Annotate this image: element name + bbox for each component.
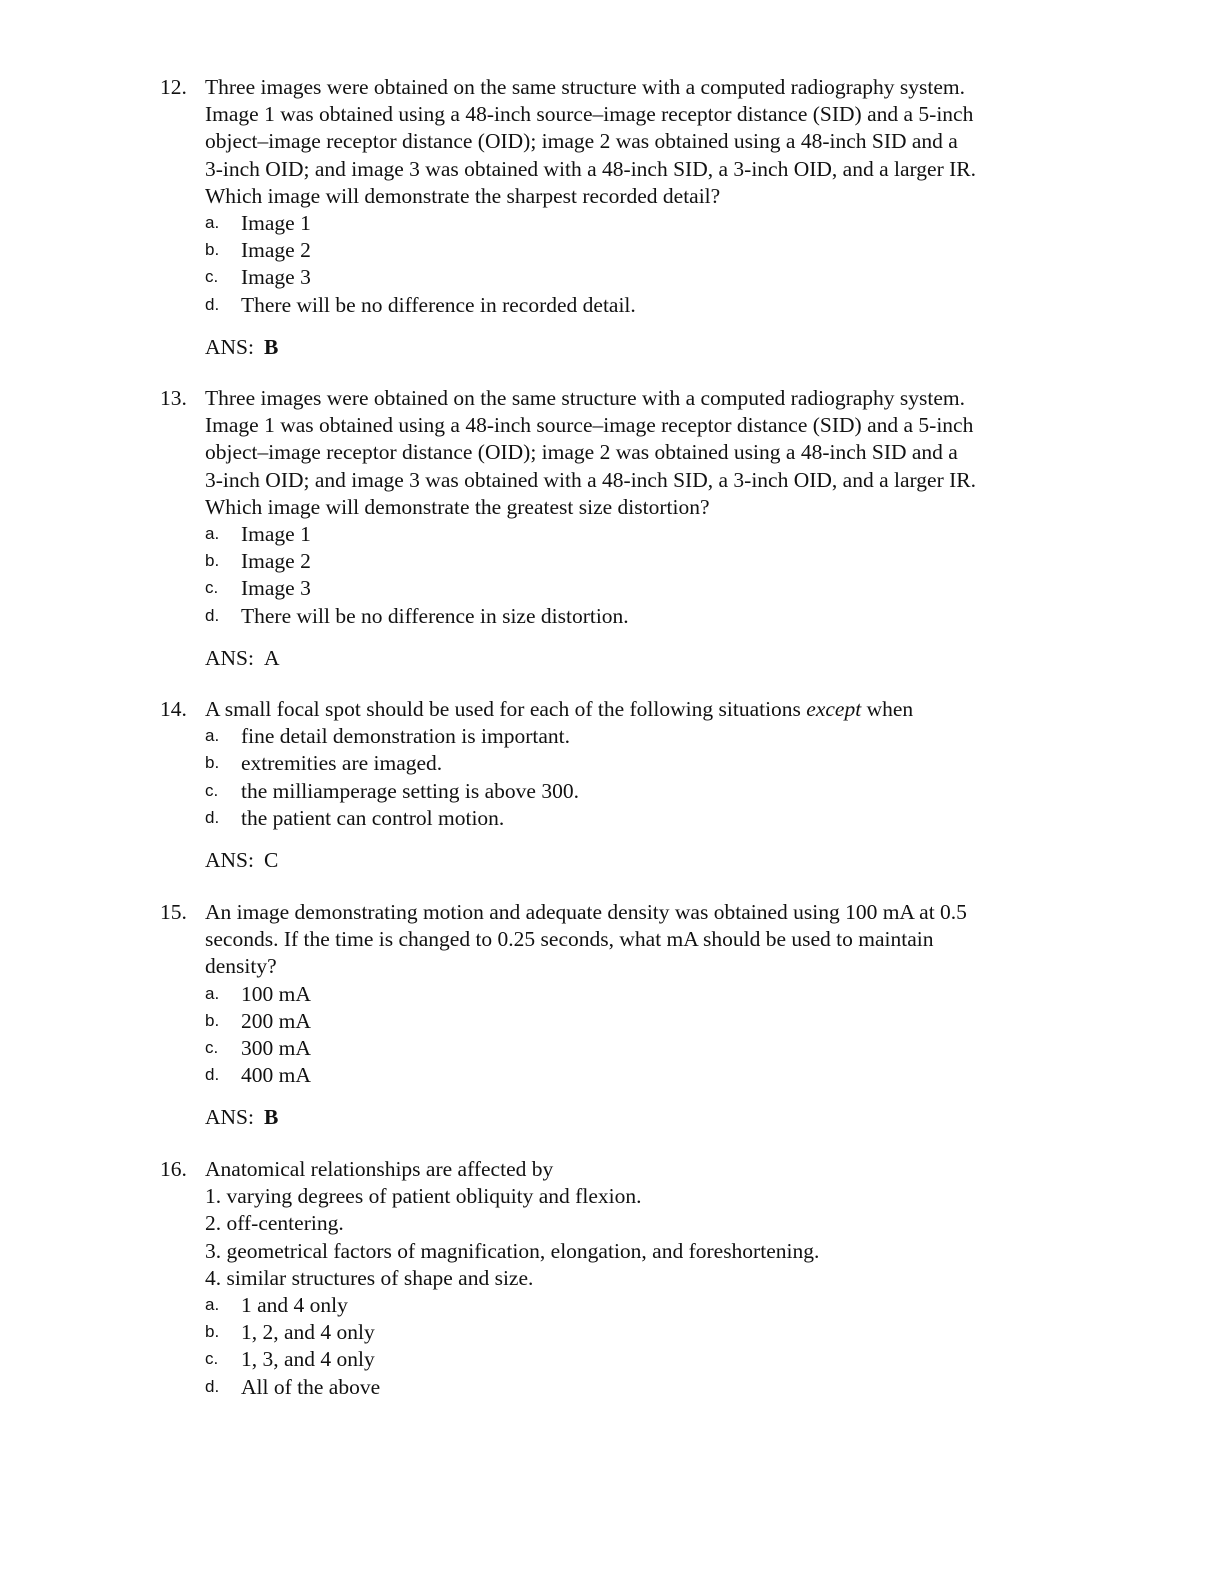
choice-text: extremities are imaged. (241, 751, 443, 776)
question-13 (160, 385, 1080, 672)
stem-line: object–image receptor distance (OID); image 2 was obtained using a 48-inch SID and a (205, 129, 958, 154)
answer-label: ANS: (205, 847, 254, 872)
stem-line: Image 1 was obtained using a 48-inch source–image receptor distance (SID) and a 5-inch (205, 413, 974, 438)
choice-b (205, 750, 1080, 777)
answer-line (205, 847, 1080, 874)
stem-line: Anatomical relationships are affected by (205, 1157, 554, 1181)
question-14 (160, 696, 1080, 874)
choice-letter: a. (205, 983, 220, 1003)
choice-b (205, 237, 1080, 264)
question-stem (160, 696, 1080, 723)
stem-line: seconds. If the time is changed to 0.25 seconds, what mA should be used to maintain (205, 927, 934, 952)
choice-a (205, 1292, 1080, 1319)
choice-text: the milliamperage setting is above 300. (241, 778, 579, 803)
question-number: 14. (160, 697, 187, 721)
stem-line: Image 1 was obtained using a 48-inch source–image receptor distance (SID) and a 5-inch (205, 102, 974, 127)
statement-item: 3. geometrical factors of magnification, elongation, and foreshortening. (205, 1238, 820, 1263)
choice-text: 1 and 4 only (241, 1293, 348, 1318)
question-stem (160, 899, 1080, 981)
choice-a (205, 210, 1080, 237)
choice-d (205, 1062, 1080, 1089)
choice-letter: b. (205, 1322, 220, 1342)
choice-text: All of the above (241, 1374, 381, 1399)
question-12 (160, 74, 1080, 361)
choice-text: Image 1 (241, 522, 311, 547)
choice-letter: b. (205, 240, 220, 260)
answer-value: B (263, 334, 279, 359)
statement-item: 2. off-centering. (205, 1211, 344, 1236)
question-number: 13. (160, 386, 187, 410)
stem-line (205, 696, 1080, 723)
choice-letter: a. (205, 726, 220, 746)
stem-emphasis: except (806, 697, 862, 721)
choice-letter: b. (205, 1010, 220, 1030)
stem-line: Which image will demonstrate the sharpest recorded detail? (205, 183, 721, 208)
choice-text: Image 2 (241, 238, 311, 263)
choice-text: Image 2 (241, 549, 311, 574)
choice-d (205, 805, 1080, 832)
answer-value: B (263, 1105, 279, 1130)
choice-d (205, 1374, 1080, 1401)
choice-letter: c. (205, 578, 219, 598)
choice-c (205, 1346, 1080, 1373)
stem-line: Three images were obtained on the same structure with a computed radiography system. (205, 75, 966, 99)
stem-line: Which image will demonstrate the greatest size distortion? (205, 494, 710, 519)
choice-text: 400 mA (241, 1063, 311, 1088)
stem-line: object–image receptor distance (OID); image 2 was obtained using a 48-inch SID and a (205, 440, 958, 465)
choice-letter: c. (205, 1037, 219, 1057)
choice-letter: a. (205, 524, 220, 544)
choice-text: There will be no difference in recorded detail. (241, 292, 636, 317)
choice-text: 1, 3, and 4 only (241, 1347, 375, 1372)
question-15 (160, 899, 1080, 1132)
choice-text: Image 3 (241, 576, 311, 601)
numbered-statements (205, 1183, 1080, 1292)
choice-letter: d. (205, 605, 220, 625)
answer-value: C (263, 847, 279, 872)
choice-letter: b. (205, 753, 220, 773)
choice-letter: a. (205, 1295, 220, 1315)
choice-text: the patient can control motion. (241, 805, 505, 830)
choice-a (205, 521, 1080, 548)
choice-b (205, 1319, 1080, 1346)
choice-text: Image 1 (241, 211, 311, 236)
question-number: 16. (160, 1157, 187, 1181)
choice-text: Image 3 (241, 265, 311, 290)
choice-text: 1, 2, and 4 only (241, 1320, 375, 1345)
answer-label: ANS: (205, 645, 254, 670)
choice-c (205, 778, 1080, 805)
question-stem (160, 385, 1080, 521)
choice-text: 100 mA (241, 981, 311, 1006)
answer-choices (205, 723, 1080, 832)
choice-letter: d. (205, 1065, 220, 1085)
choice-b (205, 548, 1080, 575)
question-number: 15. (160, 900, 187, 924)
answer-choices (205, 981, 1080, 1090)
choice-text: There will be no difference in size distortion. (241, 603, 629, 628)
statement-item: 1. varying degrees of patient obliquity and flexion. (205, 1184, 642, 1209)
answer-value: A (263, 645, 280, 670)
choice-letter: c. (205, 780, 219, 800)
stem-line: Three images were obtained on the same structure with a computed radiography system. (205, 386, 966, 410)
choice-c (205, 1035, 1080, 1062)
choice-c (205, 575, 1080, 602)
choice-text: 300 mA (241, 1035, 311, 1060)
choice-text: fine detail demonstration is important. (241, 724, 570, 749)
stem-text-after: when (861, 697, 914, 721)
stem-text-before: A small focal spot should be used for each of the following situations (205, 697, 807, 721)
answer-line (205, 1104, 1080, 1131)
question-number: 12. (160, 75, 187, 99)
choice-letter: d. (205, 807, 220, 827)
answer-choices (205, 521, 1080, 630)
question-16 (160, 1156, 1080, 1401)
answer-label: ANS: (205, 1105, 254, 1130)
stem-line: density? (205, 954, 277, 979)
choice-d (205, 603, 1080, 630)
choice-c (205, 264, 1080, 291)
answer-choices (205, 210, 1080, 319)
answer-choices (205, 1292, 1080, 1401)
choice-letter: a. (205, 213, 220, 233)
choice-letter: d. (205, 1376, 220, 1396)
choice-letter: d. (205, 294, 220, 314)
stem-line: 3-inch OID; and image 3 was obtained with a 48-inch SID, a 3-inch OID, and a larger IR. (205, 467, 976, 492)
stem-line: An image demonstrating motion and adequate density was obtained using 100 mA at 0.5 (205, 900, 967, 924)
question-stem (160, 74, 1080, 210)
choice-letter: c. (205, 1349, 219, 1369)
answer-label: ANS: (205, 334, 254, 359)
answer-line (205, 334, 1080, 361)
answer-line (205, 645, 1080, 672)
choice-text: 200 mA (241, 1008, 311, 1033)
choice-d (205, 292, 1080, 319)
choice-b (205, 1008, 1080, 1035)
choice-a (205, 981, 1080, 1008)
statement-item: 4. similar structures of shape and size. (205, 1265, 534, 1290)
stem-line: 3-inch OID; and image 3 was obtained with a 48-inch SID, a 3-inch OID, and a larger IR. (205, 156, 976, 181)
question-stem (160, 1156, 1080, 1183)
choice-letter: b. (205, 551, 220, 571)
choice-letter: c. (205, 267, 219, 287)
choice-a (205, 723, 1080, 750)
